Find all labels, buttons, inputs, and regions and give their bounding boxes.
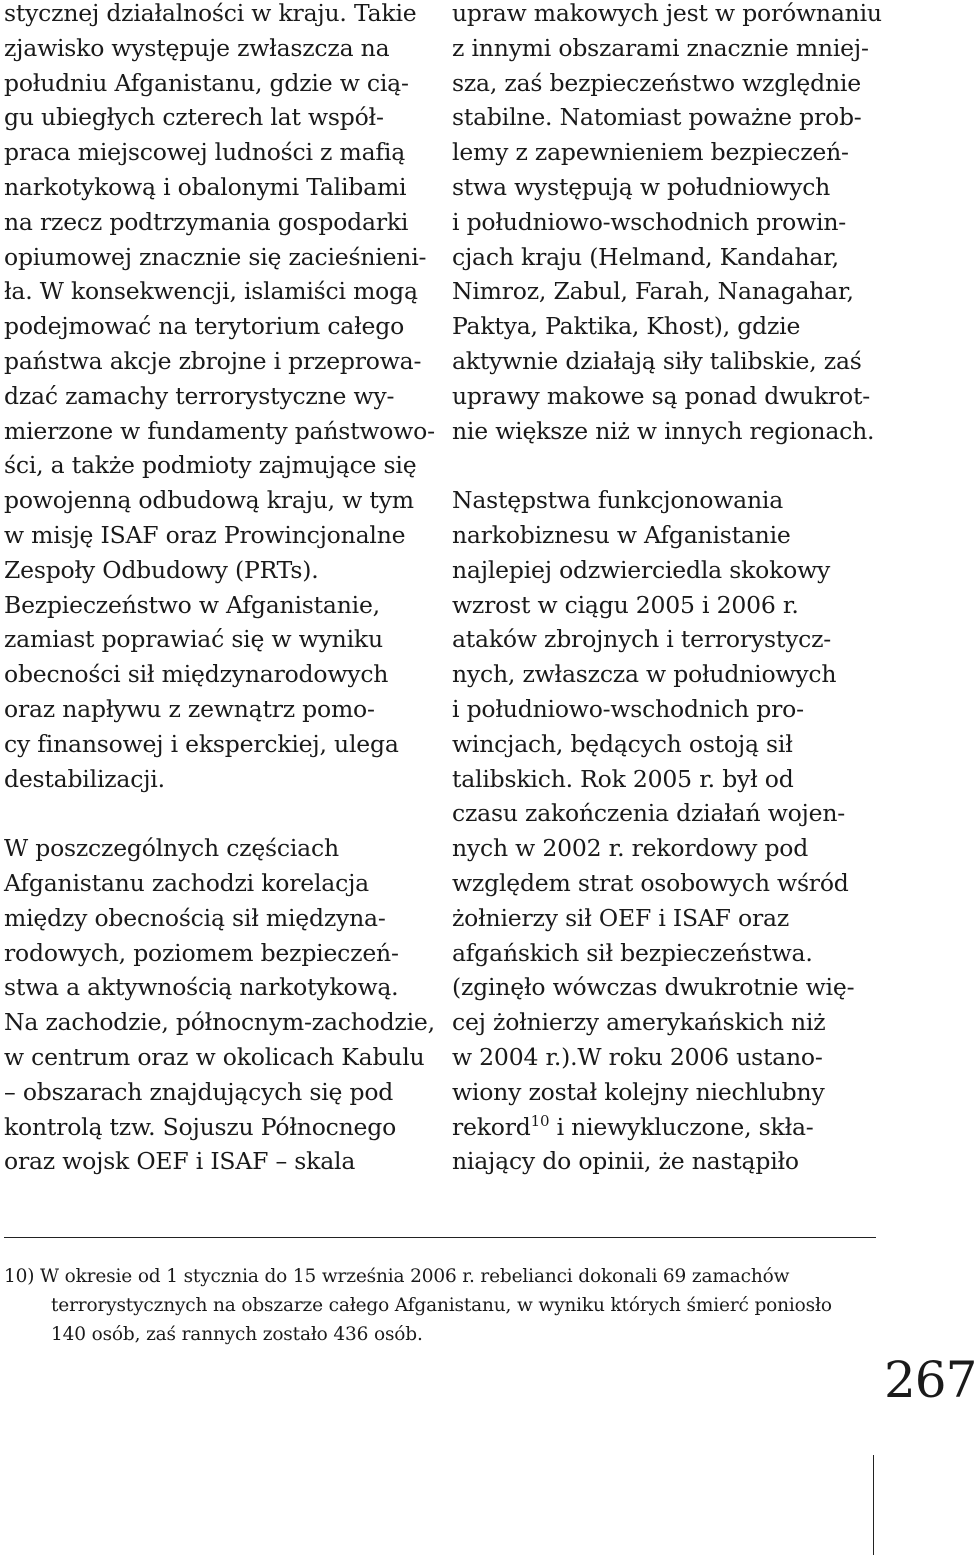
- text-fragment: rekord: [452, 1112, 531, 1141]
- text-line: niający do opinii, że nastąpiło: [452, 1147, 799, 1176]
- text-line: oraz wojsk OEF i ISAF – skala: [4, 1147, 356, 1176]
- text-line: wiony został kolejny niechlubny: [452, 1077, 825, 1106]
- text-line: dzać zamachy terrorystyczne wy-: [4, 381, 395, 410]
- text-line-with-footnote-ref: [452, 1110, 872, 1145]
- text-line: (zginęło wówczas dwukrotnie wię-: [452, 973, 855, 1002]
- text-line: uprawy makowe są ponad dwukrot-: [452, 381, 870, 410]
- text-line: upraw makowych jest w porównaniu: [452, 0, 882, 27]
- text-line: praca miejscowej ludności z mafią: [4, 138, 406, 167]
- text-line: cej żołnierzy amerykańskich niż: [452, 1008, 826, 1037]
- text-line: w centrum oraz w okolicach Kabulu: [4, 1042, 425, 1071]
- text-line: nych w 2002 r. rekordowy pod: [452, 834, 809, 863]
- text-line: W poszczególnych częściach: [4, 834, 339, 863]
- text-line: gu ubiegłych czterech lat współ-: [4, 103, 384, 132]
- text-line: ści, a także podmioty zajmujące się: [4, 451, 417, 480]
- text-line: stwa występują w południowych: [452, 172, 831, 201]
- text-line: talibskich. Rok 2005 r. był od: [452, 764, 794, 793]
- footnote-reference[interactable]: 10: [530, 1111, 550, 1130]
- text-line: kontrolą tzw. Sojuszu Północnego: [4, 1112, 397, 1141]
- text-line: Paktya, Paktika, Khost), gdzie: [452, 312, 801, 341]
- text-line: destabilizacji.: [4, 764, 165, 793]
- text-line: ła. W konsekwencji, islamiści mogą: [4, 277, 418, 306]
- text-line: lemy z zapewnieniem bezpieczeń-: [452, 138, 849, 167]
- text-line: rodowych, poziomem bezpieczeń-: [4, 938, 399, 967]
- text-line: aktywnie działają siły talibskie, zaś: [452, 346, 862, 375]
- text-line: państwa akcje zbrojne i przeprowa-: [4, 346, 422, 375]
- text-line: nie większe niż w innych regionach.: [452, 416, 875, 445]
- text-line: mierzone w fundamenty państwowo-: [4, 416, 435, 445]
- text-line: obecności sił międzynarodowych: [4, 660, 389, 689]
- text-line: najlepiej odzwierciedla skokowy: [452, 555, 831, 584]
- footnote-line: 10) W okresie od 1 stycznia do 15 września 2006 r. rebelianci dokonali 69 zamachów: [4, 1266, 790, 1287]
- text-line: Następstwa funkcjonowania: [452, 486, 783, 515]
- text-line: Zespoły Odbudowy (PRTs).: [4, 555, 319, 584]
- margin-rule: [873, 1455, 874, 1555]
- footnote-separator: [4, 1237, 876, 1238]
- text-line: Nimroz, Zabul, Farah, Nanagahar,: [452, 277, 854, 306]
- text-line: – obszarach znajdujących się pod: [4, 1077, 394, 1106]
- text-line: podejmować na terytorium całego: [4, 312, 405, 341]
- text-line: z innymi obszarami znacznie mniej-: [452, 33, 869, 62]
- text-line: zjawisko występuje zwłaszcza na: [4, 33, 390, 62]
- text-line: czasu zakończenia działań wojen-: [452, 799, 846, 828]
- text-line: narkotykową i obalonymi Talibami: [4, 172, 407, 201]
- text-line: w misję ISAF oraz Prowincjonalne: [4, 520, 406, 549]
- footnote: [4, 1262, 884, 1349]
- text-line: na rzecz podtrzymania gospodarki: [4, 207, 409, 236]
- page-number: 267: [884, 1351, 976, 1409]
- footnote-line: terrorystycznych na obszarze całego Afganistanu, w wyniku których śmierć poniosło: [51, 1295, 832, 1316]
- text-line: afgańskich sił bezpieczeństwa.: [452, 938, 813, 967]
- paragraph-gap: [452, 448, 872, 483]
- text-line: ataków zbrojnych i terrorystycz-: [452, 625, 832, 654]
- text-line: w 2004 r.).W roku 2006 ustano-: [452, 1042, 823, 1071]
- text-line: wzrost w ciągu 2005 i 2006 r.: [452, 590, 799, 619]
- text-line: i południowo-wschodnich prowin-: [452, 207, 846, 236]
- text-line: opiumowej znacznie się zacieśnieni-: [4, 242, 427, 271]
- text-line: oraz napływu z zewnątrz pomo-: [4, 694, 375, 723]
- paragraph-gap: [4, 796, 424, 831]
- right-text-column: [452, 0, 882, 1179]
- text-line: między obecnością sił międzyna-: [4, 903, 386, 932]
- text-fragment: i niewykluczone, skła-: [549, 1112, 814, 1141]
- text-line: stabilne. Natomiast poważne prob-: [452, 103, 862, 132]
- text-line: Afganistanu zachodzi korelacja: [4, 868, 369, 897]
- text-line: nych, zwłaszcza w południowych: [452, 660, 837, 689]
- text-line: cy finansowej i eksperckiej, ulega: [4, 729, 399, 758]
- text-line: sza, zaś bezpieczeństwo względnie: [452, 68, 861, 97]
- text-line: żołnierzy sił OEF i ISAF oraz: [452, 903, 790, 932]
- text-line: powojenną odbudową kraju, w tym: [4, 486, 414, 515]
- text-line: i południowo-wschodnich pro-: [452, 694, 804, 723]
- text-line: zamiast poprawiać się w wyniku: [4, 625, 383, 654]
- text-line: Na zachodzie, północnym-zachodzie,: [4, 1008, 435, 1037]
- text-line: południu Afganistanu, gdzie w cią-: [4, 68, 409, 97]
- text-line: wincjach, będących ostoją sił: [452, 729, 793, 758]
- left-text-column: [4, 0, 435, 1179]
- text-line: narkobiznesu w Afganistanie: [452, 520, 791, 549]
- text-line: stycznej działalności w kraju. Takie: [4, 0, 417, 27]
- footnote-line: 140 osób, zaś rannych zostało 436 osób.: [51, 1324, 423, 1345]
- text-line: względem strat osobowych wśród: [452, 868, 849, 897]
- text-line: Bezpieczeństwo w Afganistanie,: [4, 590, 380, 619]
- text-line: stwa a aktywnością narkotykową.: [4, 973, 399, 1002]
- text-line: cjach kraju (Helmand, Kandahar,: [452, 242, 839, 271]
